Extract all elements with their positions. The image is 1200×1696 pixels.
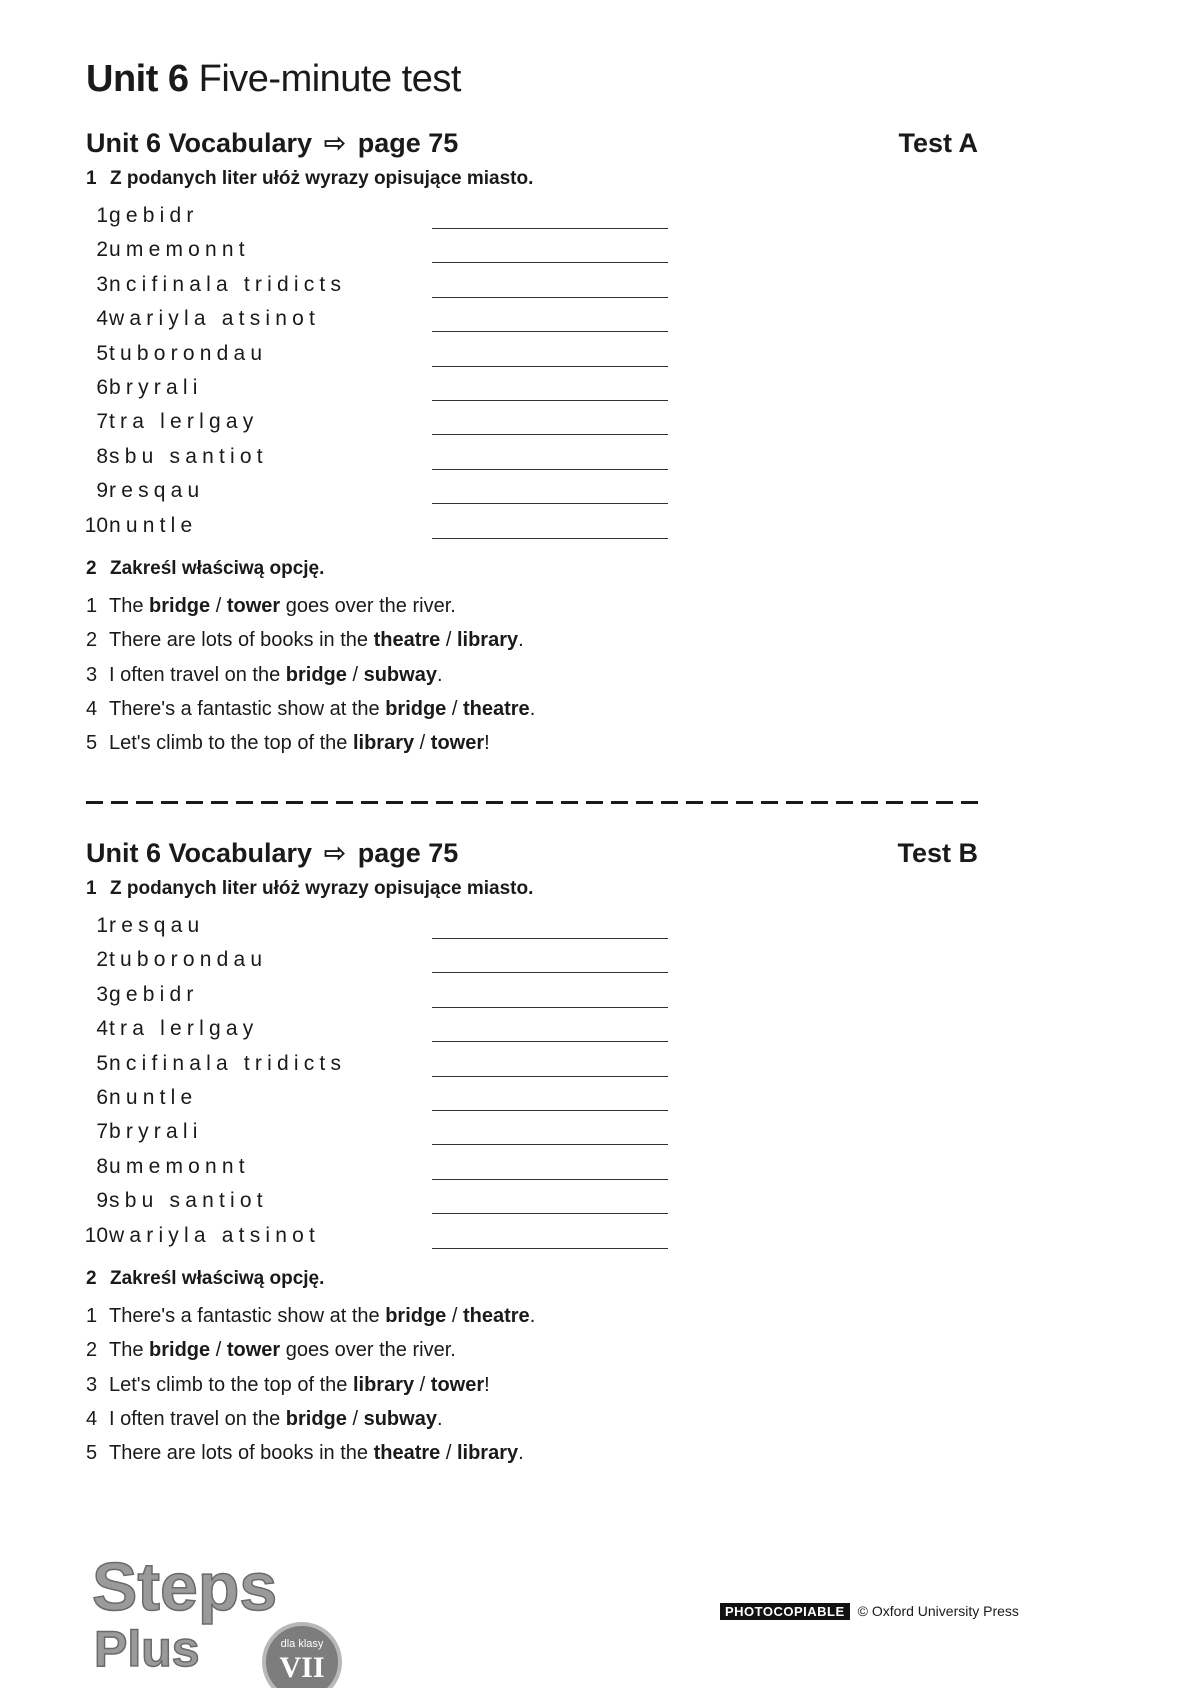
- section-heading: [86, 838, 978, 874]
- item-number: 4: [96, 307, 108, 331]
- answer-blank[interactable]: [432, 228, 668, 229]
- list-item: [86, 305, 978, 339]
- item-number: 9: [96, 1189, 108, 1213]
- answer-blank[interactable]: [432, 1213, 668, 1214]
- item-number: 1: [96, 914, 108, 937]
- photocopiable-badge: PHOTOCOPIABLE: [720, 1603, 850, 1620]
- list-item: [86, 1153, 978, 1187]
- exercise-number: 2: [86, 557, 97, 579]
- sentence-post: !: [484, 732, 490, 755]
- scrambled-word: wariyla atsinot: [109, 307, 321, 331]
- option-2[interactable]: tower: [430, 732, 485, 755]
- exercise-1-instruction: [86, 878, 978, 912]
- scrambled-word: gebidr: [109, 204, 199, 227]
- item-number: 7: [96, 1120, 108, 1144]
- sentence-pre: There are lots of books in the: [109, 629, 374, 652]
- option-separator: /: [440, 1442, 457, 1465]
- answer-blank[interactable]: [432, 1076, 668, 1077]
- sentence-pre: I often travel on the: [109, 663, 286, 686]
- sentence-item: [86, 1339, 978, 1373]
- sentence-post: goes over the river.: [280, 1339, 456, 1362]
- item-number: 3: [86, 663, 98, 686]
- scrambled-word: ncifinala tridicts: [109, 272, 347, 296]
- logo-plus-text: Plus: [94, 1621, 200, 1677]
- item-number: 3: [96, 272, 108, 296]
- option-separator: /: [210, 594, 227, 617]
- item-number: 4: [86, 1408, 98, 1431]
- list-item: [86, 1222, 978, 1256]
- option-1[interactable]: bridge: [149, 1339, 211, 1362]
- option-2[interactable]: tower: [226, 1339, 281, 1362]
- option-2[interactable]: theatre: [462, 1304, 530, 1327]
- answer-blank[interactable]: [432, 1110, 668, 1111]
- option-2[interactable]: library: [456, 1442, 519, 1465]
- item-number: 4: [86, 698, 98, 721]
- title-unit: Unit 6: [86, 58, 189, 100]
- item-number: 2: [96, 238, 108, 262]
- arrow-icon: ⇨: [323, 128, 347, 158]
- answer-blank[interactable]: [432, 331, 668, 332]
- exercise-1-instruction: [86, 168, 978, 202]
- item-number: 6: [96, 1085, 108, 1109]
- item-number: 8: [96, 444, 108, 468]
- instruction-text: Zakreśl właściwą opcję.: [110, 557, 325, 579]
- item-number: 1: [86, 1304, 98, 1327]
- sentence-item: [86, 664, 978, 698]
- answer-blank[interactable]: [432, 400, 668, 401]
- sentence-item: [86, 595, 978, 629]
- option-2[interactable]: tower: [226, 594, 281, 617]
- sentence-list: [86, 1305, 978, 1477]
- option-1[interactable]: bridge: [149, 594, 211, 617]
- steps-plus-logo: [92, 1548, 352, 1688]
- option-2[interactable]: subway: [363, 663, 437, 686]
- scrambled-word: tuborondau: [109, 948, 268, 972]
- word-list: [86, 202, 978, 546]
- answer-blank[interactable]: [432, 366, 668, 367]
- test-label: Test A: [898, 128, 978, 158]
- instruction-text: Z podanych liter ułóż wyrazy opisujące miasto.: [110, 878, 534, 899]
- scrambled-word: resqau: [109, 479, 205, 503]
- sentence-post: .: [518, 1442, 524, 1465]
- answer-blank[interactable]: [432, 469, 668, 470]
- test-label: Test B: [897, 838, 978, 868]
- answer-blank[interactable]: [432, 434, 668, 435]
- option-2[interactable]: library: [456, 629, 519, 652]
- answer-blank[interactable]: [432, 972, 668, 973]
- exercise-number: 1: [86, 878, 97, 899]
- word-list: [86, 912, 978, 1256]
- list-item: [86, 981, 978, 1015]
- option-1[interactable]: library: [352, 1373, 415, 1396]
- scrambled-word: bryrali: [109, 1120, 203, 1144]
- section-heading: [86, 128, 978, 164]
- option-1[interactable]: library: [352, 732, 415, 755]
- item-number: 5: [86, 732, 98, 755]
- option-1[interactable]: bridge: [285, 1408, 347, 1431]
- scrambled-word: wariyla atsinot: [109, 1223, 321, 1247]
- answer-blank[interactable]: [432, 538, 668, 539]
- item-number: 3: [96, 982, 108, 1006]
- answer-blank[interactable]: [432, 1179, 668, 1180]
- answer-blank[interactable]: [432, 1041, 668, 1042]
- answer-blank[interactable]: [432, 1144, 668, 1145]
- item-number: 5: [96, 341, 108, 365]
- instruction-text: Z podanych liter ułóż wyrazy opisujące miasto.: [110, 168, 534, 189]
- option-separator: /: [210, 1339, 227, 1362]
- item-number: 2: [96, 948, 108, 972]
- list-item: [86, 1015, 978, 1049]
- item-number: 10: [84, 1223, 108, 1247]
- scrambled-word: tra lerlgay: [109, 410, 259, 434]
- scrambled-word: umemonnt: [109, 1154, 250, 1178]
- list-item: [86, 1187, 978, 1221]
- sentence-post: goes over the river.: [280, 594, 456, 617]
- instruction-text: Zakreśl właściwą opcję.: [110, 1267, 325, 1289]
- item-number: 9: [96, 479, 108, 503]
- arrow-icon: ⇨: [323, 838, 347, 868]
- answer-blank[interactable]: [432, 297, 668, 298]
- item-number: 5: [86, 1442, 98, 1465]
- item-number: 2: [86, 1339, 98, 1362]
- list-item: [86, 946, 978, 980]
- sentence-pre: Let's climb to the top of the: [109, 732, 353, 755]
- option-1[interactable]: bridge: [285, 663, 347, 686]
- answer-blank[interactable]: [432, 262, 668, 263]
- list-item: [86, 477, 978, 511]
- sentence-post: !: [484, 1373, 490, 1396]
- sentence-post: .: [529, 1304, 536, 1327]
- section-page: page 75: [357, 128, 459, 158]
- scrambled-word: ncifinala tridicts: [109, 1051, 347, 1075]
- cut-line: [86, 801, 978, 804]
- exercise-number: 2: [86, 1267, 97, 1289]
- option-1[interactable]: bridge: [385, 698, 447, 721]
- item-number: 7: [96, 410, 108, 434]
- answer-blank[interactable]: [432, 1248, 668, 1249]
- scrambled-word: nuntle: [109, 1085, 198, 1109]
- footer: [720, 1603, 1019, 1619]
- sentence-pre: There's a fantastic show at the: [109, 1304, 386, 1327]
- section-page: page 75: [357, 838, 459, 868]
- option-separator: /: [446, 698, 463, 721]
- list-item: [86, 443, 978, 477]
- test-a-section: [86, 128, 978, 767]
- item-number: 2: [86, 629, 98, 652]
- section-title: Unit 6 Vocabulary: [86, 128, 313, 158]
- sentence-post: .: [436, 1408, 443, 1431]
- scrambled-word: sbu santiot: [109, 1189, 268, 1213]
- sentence-post: .: [529, 698, 536, 721]
- option-separator: /: [346, 1408, 364, 1431]
- sentence-item: [86, 698, 978, 732]
- scrambled-word: sbu santiot: [109, 444, 268, 468]
- option-1[interactable]: theatre: [373, 1442, 441, 1465]
- logo-badge-numeral: VII: [279, 1651, 325, 1684]
- option-1[interactable]: bridge: [385, 1304, 447, 1327]
- option-separator: /: [446, 1304, 463, 1327]
- answer-blank[interactable]: [432, 938, 668, 939]
- list-item: [86, 1050, 978, 1084]
- sentence-item: [86, 629, 978, 663]
- scrambled-word: resqau: [109, 914, 205, 937]
- option-separator: /: [440, 629, 457, 652]
- section-title: Unit 6 Vocabulary: [86, 838, 313, 868]
- item-number: 1: [96, 204, 108, 227]
- exercise-2-instruction: [86, 558, 978, 595]
- scrambled-word: bryrali: [109, 375, 203, 399]
- list-item: [86, 340, 978, 374]
- option-separator: /: [346, 663, 364, 686]
- item-number: 10: [84, 513, 108, 537]
- test-b-section: [86, 838, 978, 1477]
- page-title: [86, 58, 461, 101]
- scrambled-word: umemonnt: [109, 238, 250, 262]
- item-number: 8: [96, 1154, 108, 1178]
- option-separator: /: [414, 1373, 431, 1396]
- sentence-pre: I often travel on the: [109, 1408, 286, 1431]
- list-item: [86, 512, 978, 546]
- sentence-pre: There's a fantastic show at the: [109, 698, 386, 721]
- item-number: 4: [96, 1017, 108, 1041]
- sentence-item: [86, 732, 978, 766]
- sentence-pre: The: [109, 594, 150, 617]
- scrambled-word: nuntle: [109, 513, 198, 537]
- exercise-2-instruction: [86, 1268, 978, 1305]
- option-separator: /: [414, 732, 431, 755]
- sentence-post: .: [518, 629, 524, 652]
- list-item: [86, 202, 978, 236]
- item-number: 3: [86, 1373, 98, 1396]
- item-number: 1: [86, 594, 98, 617]
- option-2[interactable]: subway: [363, 1408, 437, 1431]
- option-2[interactable]: theatre: [462, 698, 530, 721]
- sentence-pre: There are lots of books in the: [109, 1442, 374, 1465]
- item-number: 5: [96, 1051, 108, 1075]
- answer-blank[interactable]: [432, 1007, 668, 1008]
- list-item: [86, 1084, 978, 1118]
- sentence-item: [86, 1408, 978, 1442]
- list-item: [86, 271, 978, 305]
- sentence-post: .: [436, 663, 443, 686]
- logo-steps-text: Steps: [92, 1549, 278, 1625]
- list-item: [86, 374, 978, 408]
- list-item: [86, 1118, 978, 1152]
- list-item: [86, 912, 978, 946]
- option-1[interactable]: theatre: [373, 629, 441, 652]
- sentence-item: [86, 1374, 978, 1408]
- item-number: 6: [96, 375, 108, 399]
- title-rest: Five-minute test: [198, 58, 461, 100]
- sentence-pre: The: [109, 1339, 150, 1362]
- sentence-pre: Let's climb to the top of the: [109, 1373, 353, 1396]
- option-2[interactable]: tower: [430, 1373, 485, 1396]
- scrambled-word: tuborondau: [109, 341, 268, 365]
- exercise-number: 1: [86, 168, 97, 189]
- answer-blank[interactable]: [432, 503, 668, 504]
- sentence-item: [86, 1442, 978, 1476]
- copyright-text: © Oxford University Press: [857, 1603, 1019, 1619]
- scrambled-word: tra lerlgay: [109, 1017, 259, 1041]
- list-item: [86, 236, 978, 270]
- list-item: [86, 408, 978, 442]
- scrambled-word: gebidr: [109, 982, 199, 1006]
- sentence-list: [86, 595, 978, 767]
- logo-badge-small-text: dla klasy: [280, 1638, 324, 1650]
- sentence-item: [86, 1305, 978, 1339]
